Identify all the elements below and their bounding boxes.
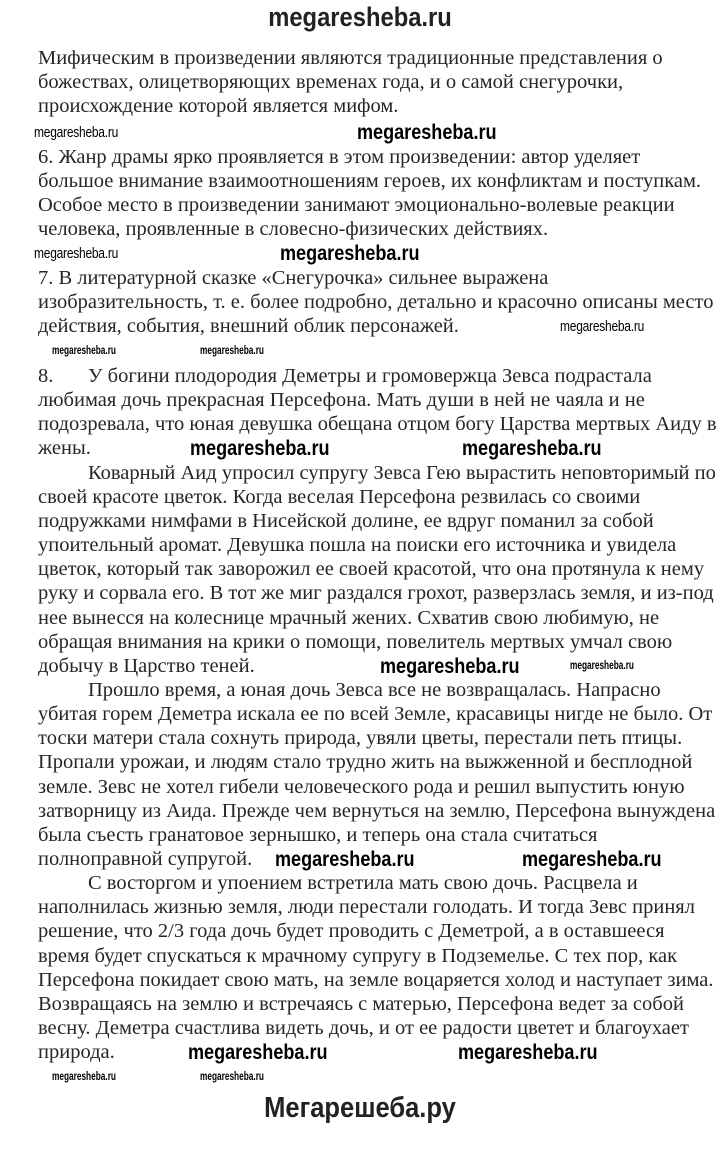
text-line: 6. Жанр драмы ярко проявляется в этом произведении: автор уделяет	[38, 146, 641, 168]
watermark: megaresheba.ru	[522, 848, 662, 871]
text-line: Мифическим в произведении являются традиционные представления о	[38, 47, 663, 69]
text-line: время будет спускаться к мрачному супругу в Подземелье. С тех пор, как	[38, 944, 678, 967]
text-line: Пропали урожаи, и людям стало трудно жить на выжженной и бесплодной	[38, 751, 693, 774]
text-line: цветок, который так заворожил ее своей красотой, что она протянула к нему	[38, 558, 705, 581]
text-line: Прошло время, а юная дочь Зевса все не возвращалась. Напрасно	[88, 678, 661, 701]
text-line: человека, проявленные в словесно-физических действиях.	[38, 218, 549, 241]
watermark: megaresheba.ru	[458, 1041, 598, 1064]
site-header-watermark: megaresheba.ru	[268, 2, 452, 32]
text-line: добычу в Царство теней.	[38, 654, 255, 677]
text-line: большое внимание взаимоотношениям героев, их конфликтам и поступкам.	[38, 170, 702, 193]
text-line: нее вынесся на колеснице мрачный жених. Схватив свою любимую, не	[38, 606, 660, 629]
text-line: упоительный аромат. Девушка пошла на поиски его источника и увидела	[38, 534, 677, 557]
text-line: была съесть гранатовое зернышко, и теперь она стала считаться	[38, 823, 598, 846]
text-line: изобразительность, т. е. более подробно, детально и красочно описаны место	[38, 291, 714, 314]
text-line: Особое место в произведении занимают эмоционально-волевые реакции	[38, 194, 675, 217]
text-line: действия, события, внешний облик персонажей.	[38, 315, 459, 338]
text-line: земле. Зевс не хотел гибели человеческого рода и решил выпустить юную	[38, 775, 685, 798]
watermark: megaresheba.ru	[34, 124, 119, 141]
site-footer-watermark: Мегарешеба.ру	[264, 1092, 456, 1124]
text-line: своей красоте цветок. Когда веселая Персефона резвилась со своими	[38, 485, 641, 508]
text-line: У богини плодородия Деметры и громовержца Зевса подрастала	[88, 365, 652, 387]
text-line: обращая внимания на крики о помощи, повелитель мертвых умчал свою	[38, 630, 673, 653]
text-line: 7. В литературной сказке «Снегурочка» сильнее выражена	[38, 267, 549, 289]
text-line: убитая горем Деметра искала ее по всей Земле, красавицы нигде не было. От	[38, 703, 713, 726]
watermark: megaresheba.ru	[190, 437, 330, 460]
watermark: megaresheba.ru	[280, 242, 420, 265]
watermark: megaresheba.ru	[462, 437, 602, 460]
watermark: megaresheba.ru	[380, 655, 520, 678]
watermark: megaresheba.ru	[570, 660, 634, 672]
watermark: megaresheba.ru	[275, 848, 415, 871]
text-line: затворницу из Аида. Прежде чем вернуться на землю, Персефона вынуждена	[38, 799, 716, 822]
watermark: megaresheba.ru	[200, 345, 264, 357]
item-number: 8.	[38, 365, 54, 387]
text-line: подозревала, что юная девушка обещана отцом богу Царства мертвых Аиду в	[38, 413, 717, 436]
text-line: Возвращаясь на землю и встречаясь с матерью, Персефона ведет за собой	[38, 992, 684, 1015]
watermark: megaresheba.ru	[52, 345, 116, 357]
text-line: весну. Деметра счастлива видеть дочь, и от ее радости цветет и благоухает	[38, 1017, 689, 1040]
text-line: жены.	[38, 437, 91, 460]
watermark: megaresheba.ru	[357, 121, 497, 144]
text-line: решение, что 2/3 года дочь будет проводить с Деметрой, а в оставшееся	[38, 920, 665, 943]
watermark: megaresheba.ru	[200, 1071, 264, 1083]
watermark: megaresheba.ru	[52, 1071, 116, 1083]
text-line: происхождение которой является мифом.	[38, 95, 399, 118]
text-line: природа.	[38, 1041, 115, 1064]
watermark: megaresheba.ru	[188, 1041, 328, 1064]
text-line: руку и сорвала его. В тот же миг раздался грохот, разверзлась земля, и из-под	[38, 582, 714, 605]
text-line: С восторгом и упоением встретила мать свою дочь. Расцвела и	[88, 872, 638, 895]
text-line: Коварный Аид упросил супругу Зевса Гею вырастить неповторимый по	[88, 461, 716, 484]
text-line: подружками нимфами в Нисейской долине, ее вдруг поманил за собой	[38, 509, 654, 532]
text-line: наполнилась жизнью земля, люди перестали голодать. И тогда Зевс принял	[38, 896, 695, 919]
text-line: полноправной супругой.	[38, 848, 253, 870]
watermark: megaresheba.ru	[34, 245, 119, 262]
watermark: megaresheba.ru	[560, 318, 645, 335]
text-line: божествах, олицетворяющих временах года, и о самой снегурочки,	[38, 71, 624, 94]
text-line: тоски матери стала сохнуть природа, увяли цветы, перестали петь птицы.	[38, 727, 683, 750]
text-line: любимая дочь прекрасная Персефона. Мать души в ней не чаяла и не	[38, 389, 645, 412]
text-line: Персефона покидает свою мать, на земле воцаряется холод и наступает зима.	[38, 968, 714, 991]
